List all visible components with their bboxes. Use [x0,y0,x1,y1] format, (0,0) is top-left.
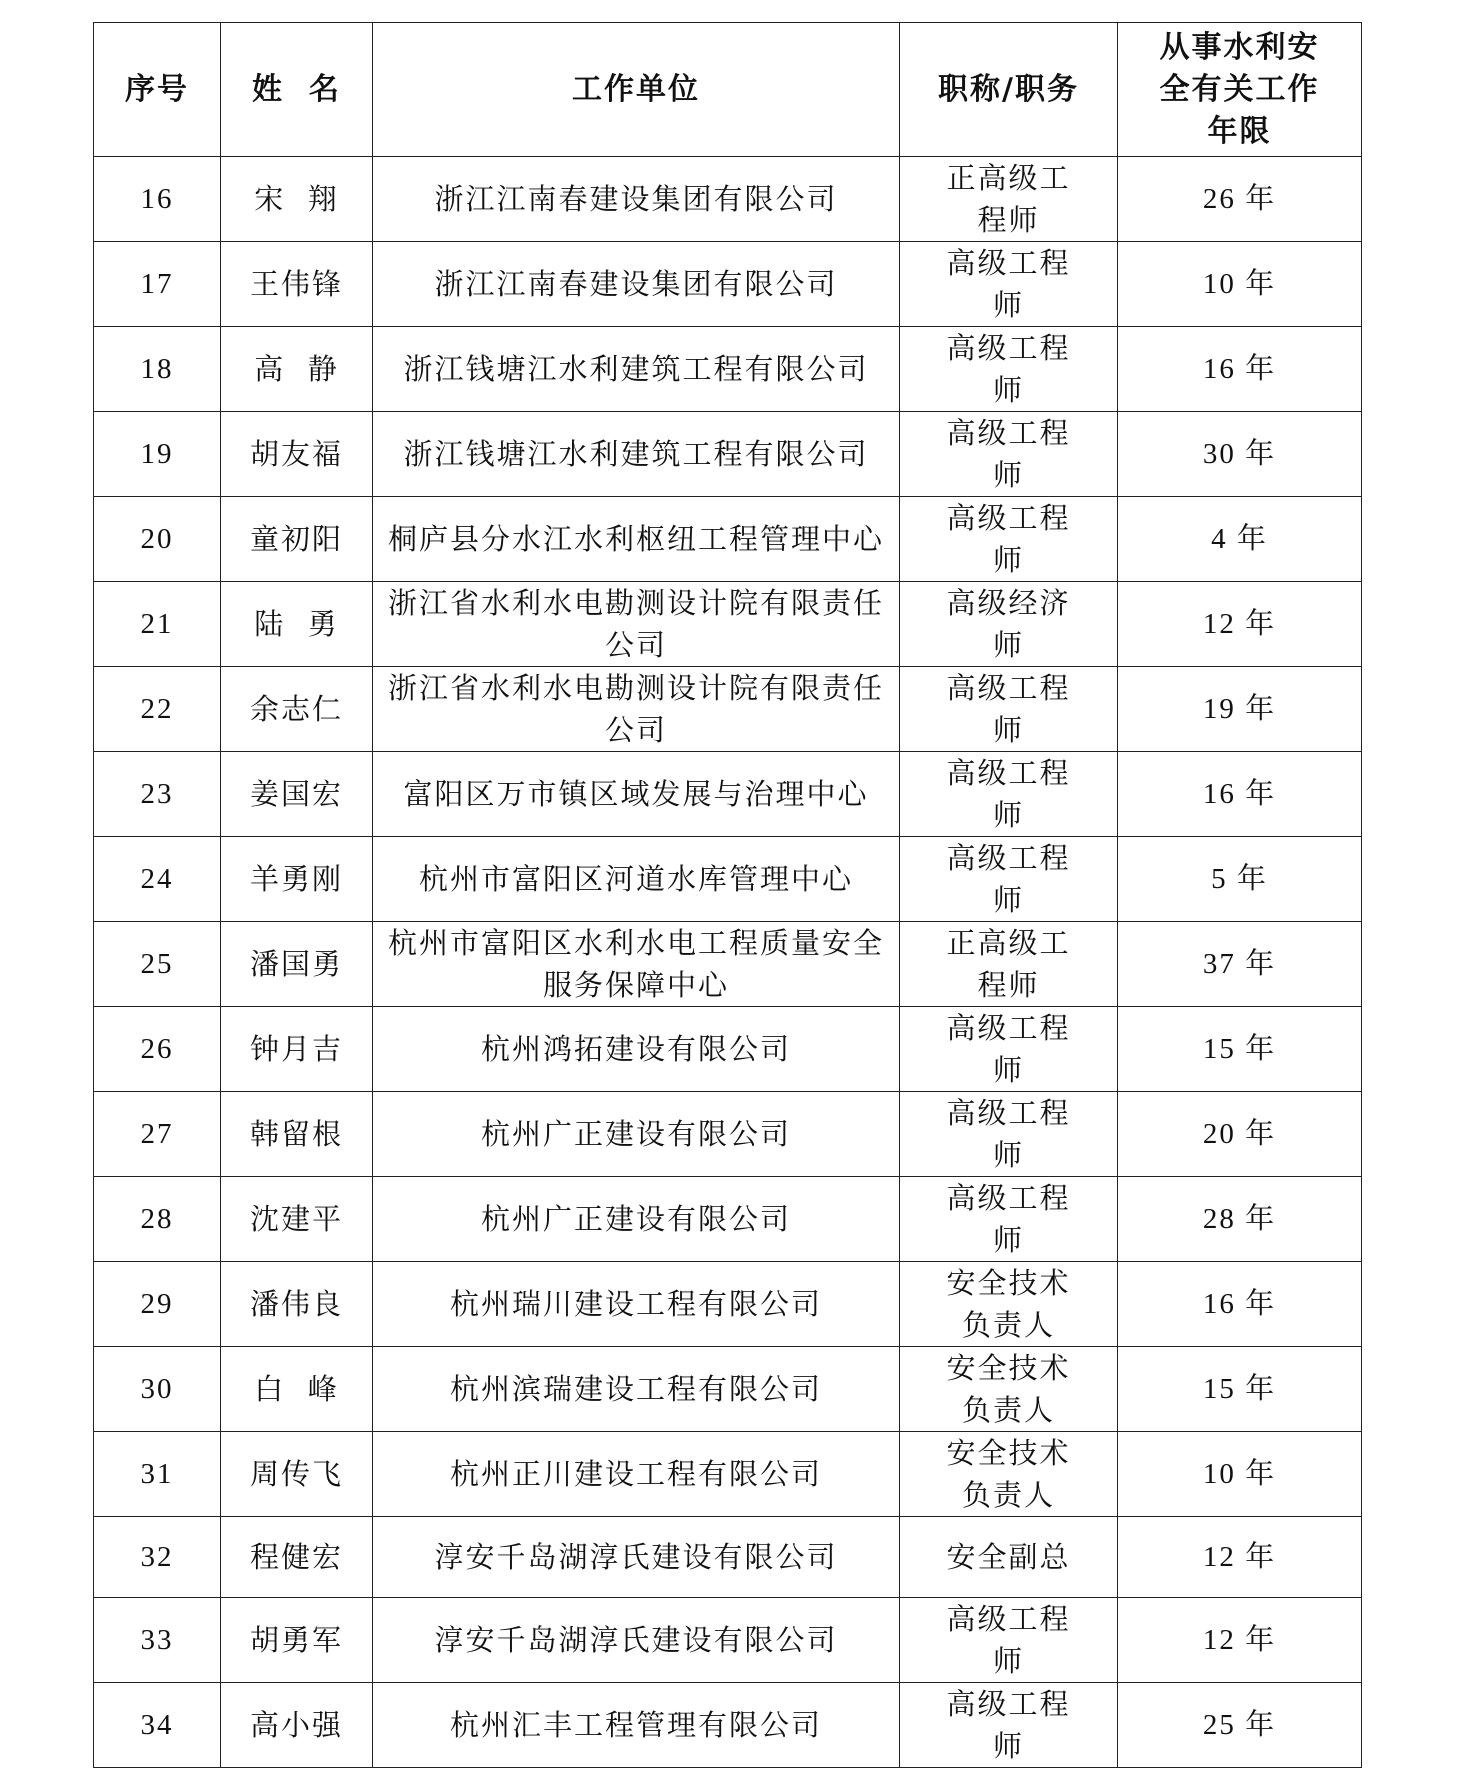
unit-cell: 杭州正川建设工程有限公司 [373,1432,900,1517]
table-row [94,242,1362,327]
title-cell: 高级工程师 [900,242,1118,327]
title-cell: 安全技术负责人 [900,1262,1118,1347]
header-unit: 工作单位 [373,23,900,157]
unit-cell: 浙江江南春建设集团有限公司 [373,157,900,242]
seq-cell: 19 [94,412,221,497]
seq-cell: 34 [94,1682,221,1767]
table-row [94,1597,1362,1682]
title-cell: 高级工程师 [900,1092,1118,1177]
years-cell: 4 年 [1118,497,1362,582]
unit-cell: 杭州广正建设有限公司 [373,1177,900,1262]
title-cell: 安全技术负责人 [900,1347,1118,1432]
name-cell: 宋 翔 [221,157,373,242]
name-cell: 潘伟良 [221,1262,373,1347]
name-cell: 白 峰 [221,1347,373,1432]
title-cell: 高级经济师 [900,582,1118,667]
table-row [94,922,1362,1007]
title-cell: 高级工程师 [900,1007,1118,1092]
unit-cell: 富阳区万市镇区域发展与治理中心 [373,752,900,837]
unit-cell: 杭州鸿拓建设有限公司 [373,1007,900,1092]
name-cell: 高小强 [221,1682,373,1767]
unit-cell: 浙江省水利水电勘测设计院有限责任公司 [373,667,900,752]
seq-cell: 20 [94,497,221,582]
unit-cell: 浙江钱塘江水利建筑工程有限公司 [373,327,900,412]
table-row [94,1177,1362,1262]
seq-cell: 30 [94,1347,221,1432]
name-cell: 周传飞 [221,1432,373,1517]
years-cell: 12 年 [1118,1517,1362,1598]
years-cell: 12 年 [1118,1597,1362,1682]
unit-cell: 桐庐县分水江水利枢纽工程管理中心 [373,497,900,582]
personnel-table [93,22,1362,1768]
years-cell: 30 年 [1118,412,1362,497]
title-cell: 高级工程师 [900,837,1118,922]
table-row [94,1092,1362,1177]
title-cell: 高级工程师 [900,752,1118,837]
name-cell: 姜国宏 [221,752,373,837]
table-row [94,497,1362,582]
seq-cell: 33 [94,1597,221,1682]
seq-cell: 23 [94,752,221,837]
table-row [94,157,1362,242]
unit-cell: 淳安千岛湖淳氏建设有限公司 [373,1517,900,1598]
header-years: 从事水利安全有关工作年限 [1118,23,1362,157]
seq-cell: 21 [94,582,221,667]
name-cell: 钟月吉 [221,1007,373,1092]
name-cell: 程健宏 [221,1517,373,1598]
table-row [94,1262,1362,1347]
title-cell: 正高级工程师 [900,922,1118,1007]
years-cell: 28 年 [1118,1177,1362,1262]
name-cell: 胡勇军 [221,1597,373,1682]
seq-cell: 26 [94,1007,221,1092]
unit-cell: 杭州滨瑞建设工程有限公司 [373,1347,900,1432]
unit-cell: 淳安千岛湖淳氏建设有限公司 [373,1597,900,1682]
seq-cell: 27 [94,1092,221,1177]
title-cell: 安全副总 [900,1517,1118,1598]
unit-cell: 杭州汇丰工程管理有限公司 [373,1682,900,1767]
years-cell: 19 年 [1118,667,1362,752]
table-row [94,1432,1362,1517]
table-row [94,412,1362,497]
table-row [94,1347,1362,1432]
name-cell: 高 静 [221,327,373,412]
years-cell: 10 年 [1118,242,1362,327]
title-cell: 正高级工程师 [900,157,1118,242]
name-cell: 韩留根 [221,1092,373,1177]
unit-cell: 浙江省水利水电勘测设计院有限责任公司 [373,582,900,667]
seq-cell: 18 [94,327,221,412]
header-name: 姓 名 [221,23,373,157]
table-row [94,1682,1362,1767]
table-row [94,752,1362,837]
years-cell: 5 年 [1118,837,1362,922]
seq-cell: 24 [94,837,221,922]
header-title: 职称/职务 [900,23,1118,157]
name-cell: 羊勇刚 [221,837,373,922]
table-body [94,157,1362,1768]
years-cell: 16 年 [1118,752,1362,837]
name-cell: 余志仁 [221,667,373,752]
title-cell: 高级工程师 [900,327,1118,412]
title-cell: 高级工程师 [900,497,1118,582]
title-cell: 高级工程师 [900,1177,1118,1262]
name-cell: 王伟锋 [221,242,373,327]
seq-cell: 31 [94,1432,221,1517]
name-cell: 陆 勇 [221,582,373,667]
years-cell: 12 年 [1118,582,1362,667]
seq-cell: 29 [94,1262,221,1347]
unit-cell: 杭州瑞川建设工程有限公司 [373,1262,900,1347]
years-cell: 15 年 [1118,1347,1362,1432]
years-cell: 15 年 [1118,1007,1362,1092]
seq-cell: 17 [94,242,221,327]
seq-cell: 28 [94,1177,221,1262]
name-cell: 沈建平 [221,1177,373,1262]
table-row [94,837,1362,922]
seq-cell: 32 [94,1517,221,1598]
name-cell: 童初阳 [221,497,373,582]
unit-cell: 浙江钱塘江水利建筑工程有限公司 [373,412,900,497]
title-cell: 高级工程师 [900,1682,1118,1767]
years-cell: 16 年 [1118,327,1362,412]
name-cell: 潘国勇 [221,922,373,1007]
table-row [94,327,1362,412]
years-cell: 10 年 [1118,1432,1362,1517]
seq-cell: 22 [94,667,221,752]
title-cell: 高级工程师 [900,667,1118,752]
unit-cell: 杭州广正建设有限公司 [373,1092,900,1177]
years-cell: 16 年 [1118,1262,1362,1347]
table-row [94,667,1362,752]
header-seq: 序号 [94,23,221,157]
title-cell: 高级工程师 [900,412,1118,497]
unit-cell: 杭州市富阳区河道水库管理中心 [373,837,900,922]
seq-cell: 25 [94,922,221,1007]
table-header-row [94,23,1362,157]
unit-cell: 杭州市富阳区水利水电工程质量安全服务保障中心 [373,922,900,1007]
years-cell: 20 年 [1118,1092,1362,1177]
seq-cell: 16 [94,157,221,242]
table-row [94,1517,1362,1598]
years-cell: 26 年 [1118,157,1362,242]
years-cell: 37 年 [1118,922,1362,1007]
title-cell: 安全技术负责人 [900,1432,1118,1517]
title-cell: 高级工程师 [900,1597,1118,1682]
table-row [94,1007,1362,1092]
unit-cell: 浙江江南春建设集团有限公司 [373,242,900,327]
years-cell: 25 年 [1118,1682,1362,1767]
name-cell: 胡友福 [221,412,373,497]
table-row [94,582,1362,667]
